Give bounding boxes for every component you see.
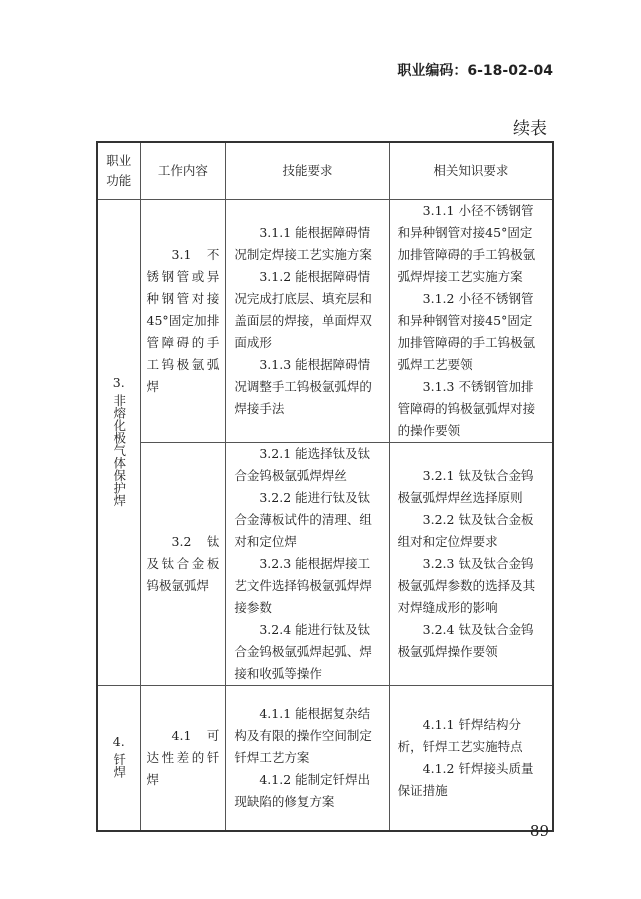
- skill-item: 3.1.1 能根据障碍情况制定焊接工艺实施方案: [234, 225, 372, 262]
- knowledge-item: 3.1.2 小径不锈钢管和异种钢管对接45°固定加排管障碍的手工钨极氩弧焊工艺要领: [397, 291, 536, 372]
- header-content: 工作内容: [140, 142, 226, 200]
- skills-cell: [226, 443, 389, 686]
- function-cell: [97, 200, 140, 686]
- knowledge-item: 4.1.2 钎焊接头质量保证措施: [397, 760, 534, 798]
- skill-item: 3.2.2 能进行钛及钛合金薄板试件的清理、组对和定位焊: [234, 490, 372, 549]
- content-cell: [140, 443, 226, 686]
- table-header-row: [97, 142, 553, 200]
- header-skills: 技能要求: [226, 142, 389, 200]
- function-cell: [97, 686, 140, 831]
- knowledge-item: 3.1.1 小径不锈钢管和异种钢管对接45°固定加排管障碍的手工钨极氩弧焊焊接工艺实施方案: [397, 203, 536, 284]
- function-number: 4.: [112, 733, 125, 749]
- table-row: [97, 686, 553, 831]
- skill-item: 3.1.3 能根据障碍情况调整手工钨极氩弧焊的焊接手法: [234, 357, 372, 416]
- skill-item: 3.1.2 能根据障碍情况完成打底层、填充层和盖面层的焊接，单面焊双面成形: [234, 269, 372, 350]
- table-row: [97, 200, 553, 443]
- skill-item: 3.2.3 能根据焊接工艺文件选择钨极氩弧焊焊接参数: [234, 556, 372, 615]
- skills-cell: [226, 200, 389, 443]
- function-label: 非熔化极气体保护焊: [111, 393, 127, 507]
- knowledge-item: 3.2.2 钛及钛合金板组对和定位焊要求: [397, 512, 534, 549]
- content-cell: [140, 686, 226, 831]
- knowledge-cell: [389, 443, 553, 686]
- knowledge-item: 3.1.3 不锈钢管加排管障碍的钨极氩弧焊对接的操作要领: [397, 379, 536, 438]
- table-row: [97, 443, 553, 686]
- skill-item: 3.2.1 能选择钛及钛合金钨极氩弧焊焊丝: [234, 446, 371, 483]
- header-knowledge: 相关知识要求: [389, 142, 553, 200]
- knowledge-cell: [389, 200, 553, 443]
- knowledge-item: 4.1.1 钎焊结构分析，钎焊工艺实施特点: [397, 716, 523, 754]
- knowledge-cell: [389, 686, 553, 831]
- continued-label: 续表: [513, 119, 547, 139]
- skill-item: 4.1.2 能制定钎焊出现缺陷的修复方案: [234, 771, 371, 809]
- function-label: 钎焊: [111, 752, 127, 778]
- function-number: 3.: [112, 374, 125, 390]
- skill-item: 3.2.4 能进行钛及钛合金钨极氩弧焊起弧、焊接和收弧等操作: [234, 622, 372, 681]
- header-function: 职业功能: [97, 142, 140, 200]
- skills-table: [96, 141, 554, 832]
- knowledge-item: 3.2.4 钛及钛合金钨极氩弧焊操作要领: [397, 622, 534, 659]
- page-number: 89: [529, 822, 549, 840]
- skills-cell: [226, 686, 389, 831]
- knowledge-item: 3.2.1 钛及钛合金钨极氩弧焊焊丝选择原则: [397, 468, 534, 505]
- skill-item: 4.1.1 能根据复杂结构及有限的操作空间制定钎焊工艺方案: [234, 705, 372, 765]
- content-text: 4.1 可达性差的钎焊: [146, 727, 220, 787]
- content-text: 3.1 不锈钢管或异种钢管对接45°固定加排管障碍的手工钨极氩弧焊: [146, 247, 220, 394]
- content-cell: [140, 200, 226, 443]
- occupation-code: 职业编码：6-18-02-04: [397, 63, 553, 79]
- content-text: 3.2 钛及钛合金板钨极氩弧焊: [146, 534, 220, 593]
- knowledge-item: 3.2.3 钛及钛合金钨极氩弧焊参数的选择及其对焊缝成形的影响: [397, 556, 536, 615]
